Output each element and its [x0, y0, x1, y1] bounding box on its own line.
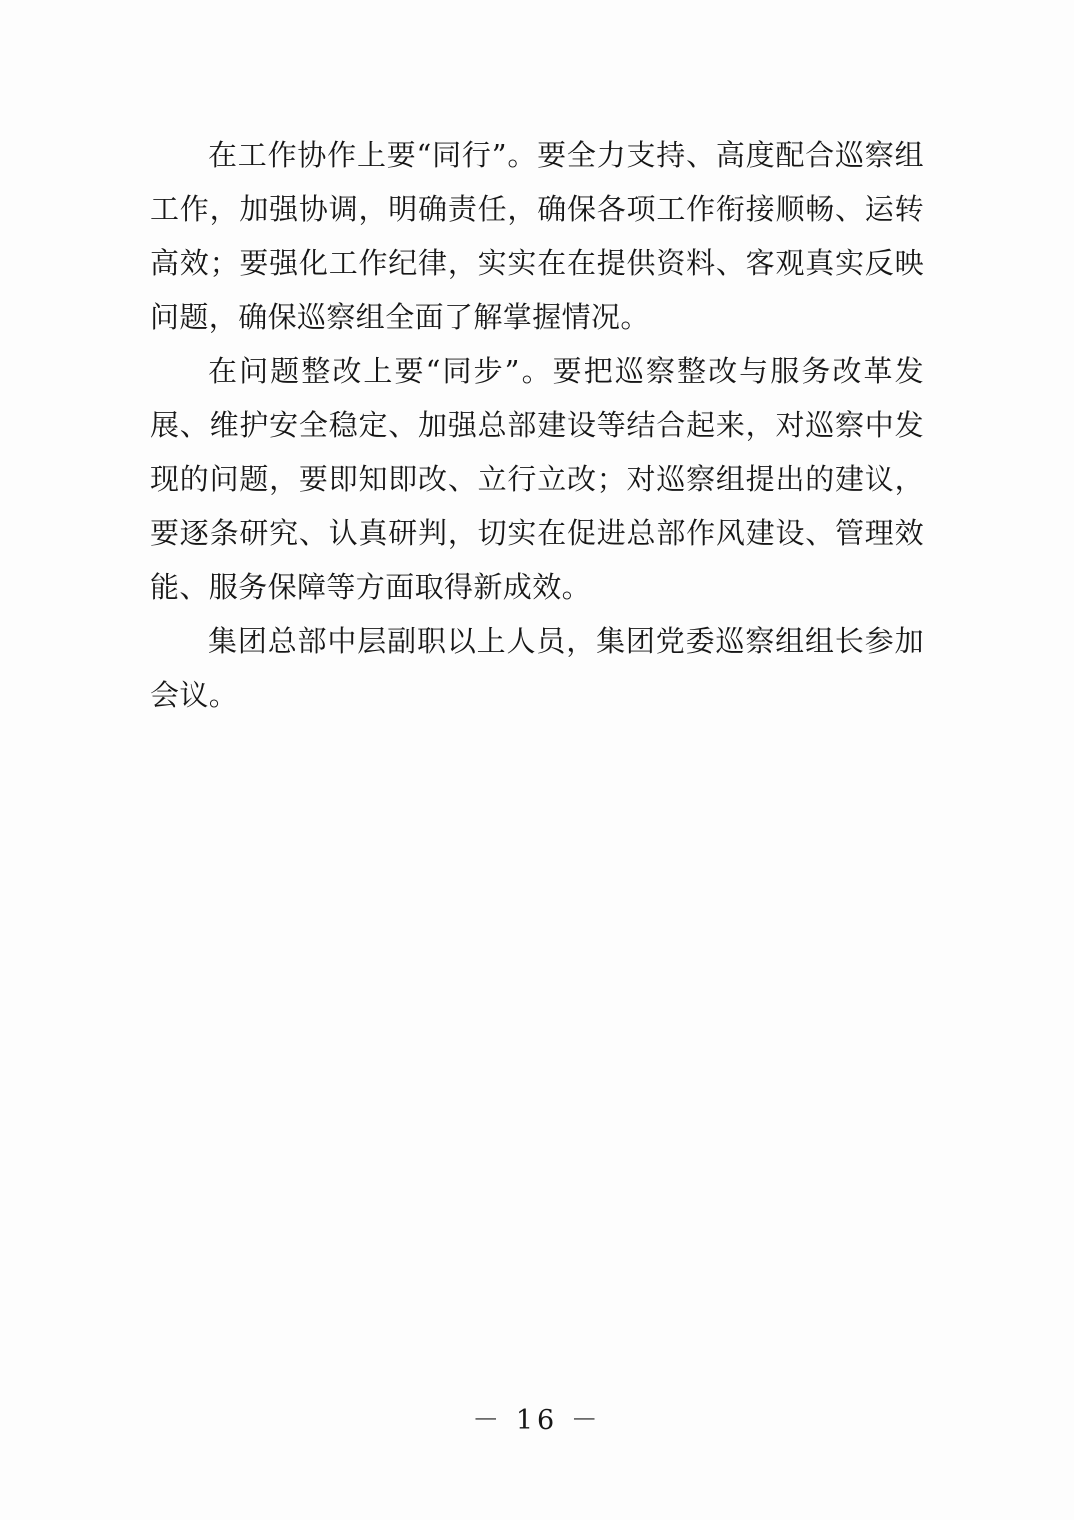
paragraph: 在工作协作上要“同行”。要全力支持、高度配合巡察组工作，加强协调，明确责任，确保各项工作衔接顺畅、运转高效；要强化工作纪律，实实在在提供资料、客观真实反映问题，确保巡察组全面了解掌握情况。 — [150, 138, 924, 334]
document-body — [150, 128, 924, 722]
page-number: － 16 － — [472, 1405, 602, 1436]
paragraph: 集团总部中层副职以上人员，集团党委巡察组组长参加会议。 — [150, 624, 924, 712]
paragraph: 在问题整改上要“同步”。要把巡察整改与服务改革发展、维护安全稳定、加强总部建设等结合起来，对巡察中发现的问题，要即知即改、立行立改；对巡察组提出的建议，要逐条研究、认真研判，切实在促进总部作风建设、管理效能、服务保障等方面取得新成效。 — [150, 354, 924, 604]
